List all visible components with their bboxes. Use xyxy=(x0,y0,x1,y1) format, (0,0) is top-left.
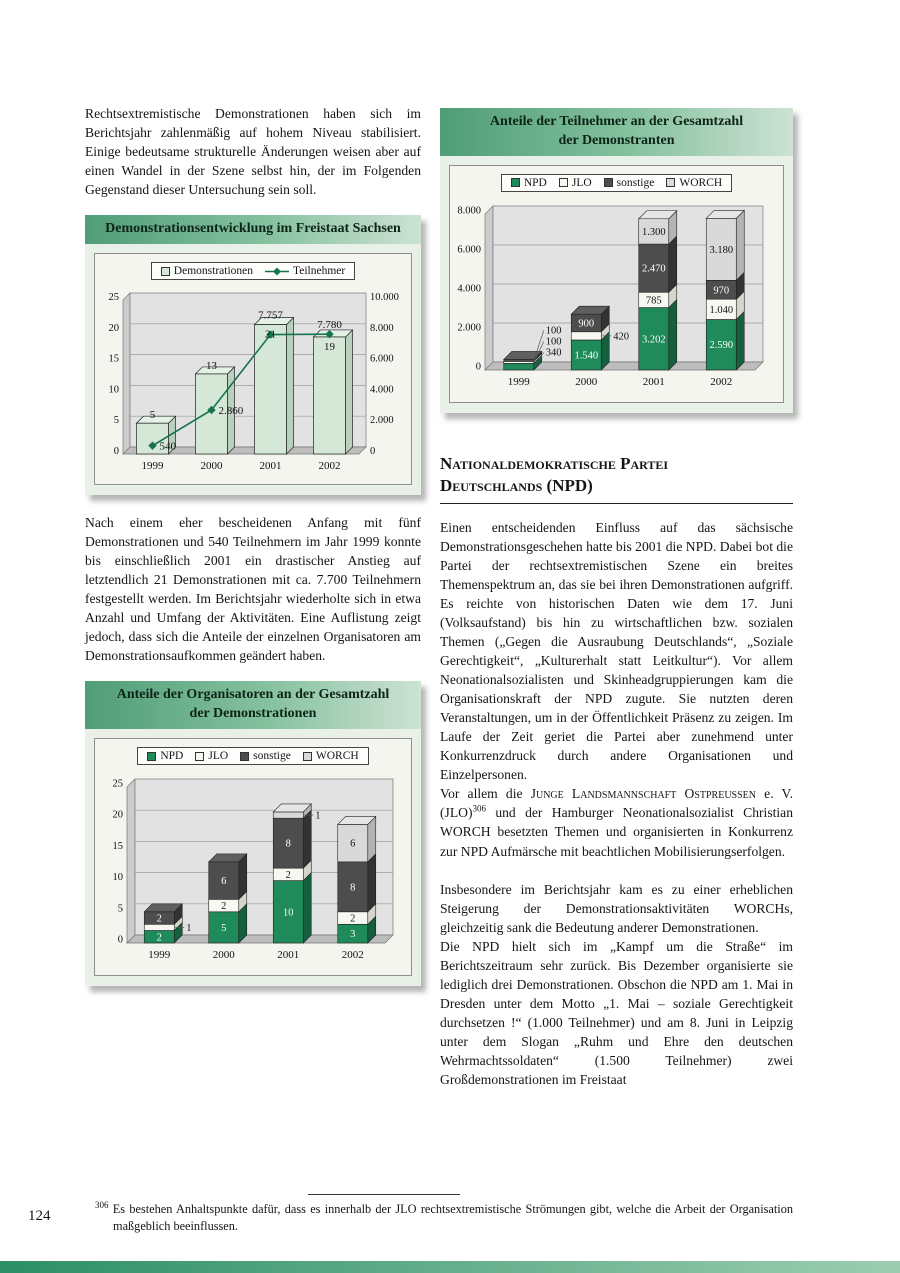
svg-text:0: 0 xyxy=(113,446,119,458)
chart-legend xyxy=(151,262,355,280)
svg-text:5: 5 xyxy=(149,409,156,422)
svg-text:2.000: 2.000 xyxy=(456,322,481,334)
heading-line-1: Nationaldemokratische Partei xyxy=(440,453,669,473)
svg-text:1.300: 1.300 xyxy=(641,226,666,238)
legend-label: Demonstrationen xyxy=(173,265,253,278)
page-columns xyxy=(85,104,793,1089)
chart-title-line: Anteile der Teilnehmer an der Gesamtzahl xyxy=(489,114,744,129)
chart-title xyxy=(85,681,421,729)
org-name-jlo: Junge Landsmannschaft Ostpreußen xyxy=(530,786,757,802)
svg-text:2000: 2000 xyxy=(212,949,235,962)
chart-legend xyxy=(137,747,368,765)
legend-label: WORCH xyxy=(315,750,359,763)
right-column xyxy=(440,104,793,1089)
svg-text:20: 20 xyxy=(112,809,123,821)
legend-item-NPD xyxy=(511,177,547,189)
svg-text:6: 6 xyxy=(350,838,356,850)
svg-text:2.000: 2.000 xyxy=(370,415,394,427)
legend-item-NPD xyxy=(147,750,183,762)
footnote-text: Es bestehen Anhaltspunkte dafür, dass es innerhalb der JLO rechtsextremistische Strömungen gibt, welche die Arbeit der Organisation maßgeblich beeinflussen. xyxy=(112,1202,793,1234)
chart-panel xyxy=(94,738,412,976)
legend-swatch xyxy=(240,752,249,761)
svg-text:19: 19 xyxy=(324,341,335,354)
svg-text:540: 540 xyxy=(159,440,176,453)
legend-swatch xyxy=(195,752,204,761)
legend-label: sonstige xyxy=(616,176,655,189)
chart-plot-stacked xyxy=(97,773,409,969)
svg-text:2001: 2001 xyxy=(259,460,282,473)
legend-swatch xyxy=(511,178,520,187)
footnote-306 xyxy=(95,1201,793,1236)
chart-plot-stacked xyxy=(455,200,779,396)
heading-line-2: Deutschlands (NPD) xyxy=(440,475,593,495)
svg-text:1999: 1999 xyxy=(507,375,530,388)
bar-segment-NPD xyxy=(503,363,533,370)
svg-text:2.590: 2.590 xyxy=(708,340,733,352)
legend-item-WORCH xyxy=(303,750,359,762)
chart-title-line2: der Demonstranten xyxy=(558,132,675,148)
legend-swatch xyxy=(303,752,312,761)
svg-text:785: 785 xyxy=(645,295,662,307)
legend-label: JLO xyxy=(208,750,229,763)
legend-swatch xyxy=(161,267,170,276)
svg-text:20: 20 xyxy=(108,322,119,334)
bar-segment-JLO xyxy=(571,332,601,340)
chart-title xyxy=(440,108,793,156)
svg-text:2000: 2000 xyxy=(574,375,597,388)
chart-title-line: Anteile der Organisatoren an der Gesamtzahl xyxy=(116,687,390,703)
svg-text:25: 25 xyxy=(112,778,123,790)
svg-text:2.470: 2.470 xyxy=(641,263,666,275)
bar-segment-JLO xyxy=(144,924,174,930)
svg-text:8: 8 xyxy=(350,882,356,894)
svg-text:8.000: 8.000 xyxy=(370,322,394,334)
left-column xyxy=(85,104,421,1089)
chart-title xyxy=(85,215,421,244)
svg-text:1999: 1999 xyxy=(141,460,164,473)
svg-text:2002: 2002 xyxy=(318,460,341,473)
svg-text:1.540: 1.540 xyxy=(573,350,598,362)
page-number: 124 xyxy=(28,1208,51,1224)
svg-text:0: 0 xyxy=(117,934,123,946)
svg-text:1999: 1999 xyxy=(148,949,171,962)
legend-swatch xyxy=(559,178,568,187)
legend-swatch xyxy=(666,178,675,187)
legend-label: WORCH xyxy=(679,176,723,189)
svg-text:3.202: 3.202 xyxy=(641,334,666,346)
svg-text:2002: 2002 xyxy=(341,949,364,962)
svg-text:2: 2 xyxy=(285,869,291,881)
text-run: e. V. (JLO) xyxy=(440,786,793,821)
svg-text:3: 3 xyxy=(350,929,356,941)
legend-item-Teilnehmer xyxy=(265,265,345,277)
svg-text:970: 970 xyxy=(712,285,729,297)
svg-text:10.000: 10.000 xyxy=(370,292,399,304)
svg-text:8: 8 xyxy=(285,838,291,850)
svg-text:10: 10 xyxy=(283,907,294,919)
svg-text:420: 420 xyxy=(612,331,629,343)
svg-text:340: 340 xyxy=(545,347,561,359)
svg-text:2.860: 2.860 xyxy=(218,405,244,418)
svg-text:15: 15 xyxy=(108,353,119,365)
svg-text:5: 5 xyxy=(221,922,227,934)
svg-text:2002: 2002 xyxy=(709,375,732,388)
legend-item-sonstige xyxy=(604,177,655,189)
paragraph-entwicklung: Nach einem eher bescheidenen Anfang mit fünf Demonstrationen und 540 Teilnehmern im Jahr 1999 konnte bis einschließlich 2001 ein drastischer Anstieg auf letztendlich 21 Demonstrationen mit ca. 7.700 Teilnehmern festgestellt werden. Im Berichtsjahr wiederholte sich in etwa Anzahl und Umfang der Aktivitäten. Eine Auflistung zeigt jedoch, dass sich die Anteile der einzelnen Organisatoren am Demonstrationsaufkommen geändert haben. xyxy=(85,515,421,664)
svg-text:13: 13 xyxy=(206,359,217,372)
chart-title-line2: der Demonstrationen xyxy=(189,706,317,722)
paragraph-jlo-worch xyxy=(440,784,793,860)
legend-item-JLO xyxy=(559,177,592,189)
svg-text:7.780: 7.780 xyxy=(317,319,342,332)
svg-text:25: 25 xyxy=(108,292,119,304)
svg-text:3.180: 3.180 xyxy=(708,244,733,256)
svg-text:0: 0 xyxy=(475,361,481,373)
bar-demonstrationen xyxy=(255,325,287,454)
footnote-ref-306: 306 xyxy=(472,803,486,814)
legend-swatch xyxy=(147,752,156,761)
section-heading-npd xyxy=(440,453,793,497)
svg-text:100: 100 xyxy=(545,325,561,337)
paragraph-npd-einfluss: Einen entscheidenden Einfluss auf das sächsische Demonstrationsgeschehen hatte bis 2001 die NPD. Dabei bot die Partei der rechtsextremistischen Szene ein breites Themenspektrum an, das sie bei ihren Demonstrationen aufgriff. Es reichte von historischen Daten wie dem 17. Juni (Volksaufstand) bis hin zu wirtschaftlichen bzw. sozialen Themen („Gegen die Ausraubung Deutschlands“, „Soziale Gerechtigkeit“, „Kulturerhalt statt Leitkultur“). Vor allem Neonationalsozialisten und Skinheadgruppierungen kam die Organisationskraft der NPD zugute. Sie nutzten deren Veranstaltungen, um in der Öffentlichkeit Präsenz zu zeigen. Im Laufe der Zeit geriet die Partei aber zunehmend unter Konkurrenzdruck durch andere Organisationen und Einzelpersonen. xyxy=(440,519,793,783)
legend-item-JLO xyxy=(195,750,228,762)
svg-text:1: 1 xyxy=(315,810,321,822)
svg-text:7.757: 7.757 xyxy=(258,309,283,322)
legend-item-WORCH xyxy=(666,177,722,189)
svg-text:2001: 2001 xyxy=(642,375,665,388)
legend-item-sonstige xyxy=(240,750,291,762)
svg-text:0: 0 xyxy=(370,446,376,458)
legend-label: sonstige xyxy=(253,750,291,763)
svg-text:1.040: 1.040 xyxy=(708,304,733,316)
heading-rule xyxy=(440,503,793,504)
chart-panel xyxy=(449,165,784,403)
paragraph-berichtsjahr: Insbesondere im Berichtsjahr kam es zu einer erheblichen Steigerung der Demonstrationsaktivitäten WORCHs, gleichzeitig sank die Bedeutung anderer Demonstrationen. xyxy=(440,881,793,935)
svg-text:5: 5 xyxy=(113,415,119,427)
text-run: Vor allem die xyxy=(440,786,531,802)
footnote-marker: 306 xyxy=(95,1199,109,1210)
svg-text:10: 10 xyxy=(108,384,119,396)
svg-text:900: 900 xyxy=(577,318,594,330)
svg-text:5: 5 xyxy=(117,903,123,915)
legend-label: NPD xyxy=(523,176,547,189)
svg-text:21: 21 xyxy=(265,328,276,341)
chart-title-line: Demonstrationsentwicklung im Freistaat Sachsen xyxy=(105,221,401,237)
svg-text:6.000: 6.000 xyxy=(456,244,481,256)
chart-panel xyxy=(94,253,412,485)
svg-text:1: 1 xyxy=(186,922,192,934)
chart-demonstrationsentwicklung xyxy=(85,215,421,495)
svg-text:2: 2 xyxy=(156,932,162,944)
legend-label: Teilnehmer xyxy=(293,265,346,278)
svg-text:2000: 2000 xyxy=(200,460,223,473)
legend-item-Demonstrationen xyxy=(161,265,253,277)
bar-demonstrationen xyxy=(314,337,346,454)
svg-text:6.000: 6.000 xyxy=(370,353,394,365)
svg-text:2001: 2001 xyxy=(277,949,300,962)
svg-text:4.000: 4.000 xyxy=(370,384,394,396)
text-run: und der Hamburger Neonationalsozialist Christian WORCH besetzten Themen und organisierten in Konkurrenz zur NPD Aufmärsche mit beachtlichen Mobilisierungserfolgen. xyxy=(440,805,793,859)
svg-text:8.000: 8.000 xyxy=(456,205,481,217)
chart-organisatoren-anteile xyxy=(85,681,421,986)
paragraph-npd-demos: Die NPD hielt sich im „Kampf um die Straße“ im Berichtszeitraum sehr zurück. Bis Dezember organisierte sie lediglich drei Demonstrationen. Obschon die NPD am 1. Mai in Dresden unter dem Motto „1. Mai – soziale Gerechtigkeit durchsetzen !“ (1.000 Teilnehmer) und am 8. Juni in Leipzig unter dem Slogan „Ruhm und Ehre den deutschen Wehrmachtssoldaten“ (1.500 Teilnehmer) zwei Großdemonstrationen im Freistaat xyxy=(440,938,793,1087)
paragraph-intro: Rechtsextremistische Demonstrationen haben sich im Berichtsjahr zahlenmäßig auf hohem Niveau stabilisiert. Einige bedeutsame strukturelle Änderungen weisen aber auf einen Wandel in der Szene selbst hin, der im Folgenden Gegenstand dieser Untersuchung sein soll. xyxy=(85,106,421,198)
svg-text:100: 100 xyxy=(545,336,561,348)
chart-legend xyxy=(501,174,732,192)
legend-line-marker-icon xyxy=(265,267,289,276)
legend-label: NPD xyxy=(160,750,184,763)
chart-plot-combo xyxy=(97,288,409,478)
svg-text:4.000: 4.000 xyxy=(456,283,481,295)
bottom-accent-bar xyxy=(0,1261,900,1273)
svg-text:10: 10 xyxy=(112,872,123,884)
footnote-separator xyxy=(308,1194,460,1195)
svg-text:2: 2 xyxy=(221,901,227,913)
bar-segment-WORCH xyxy=(273,812,303,818)
svg-text:6: 6 xyxy=(221,876,227,888)
chart-teilnehmer-anteile xyxy=(440,108,793,413)
legend-label: JLO xyxy=(571,176,592,189)
legend-swatch xyxy=(604,178,613,187)
svg-text:2: 2 xyxy=(156,913,162,925)
svg-text:2: 2 xyxy=(350,913,356,925)
svg-text:15: 15 xyxy=(112,840,123,852)
